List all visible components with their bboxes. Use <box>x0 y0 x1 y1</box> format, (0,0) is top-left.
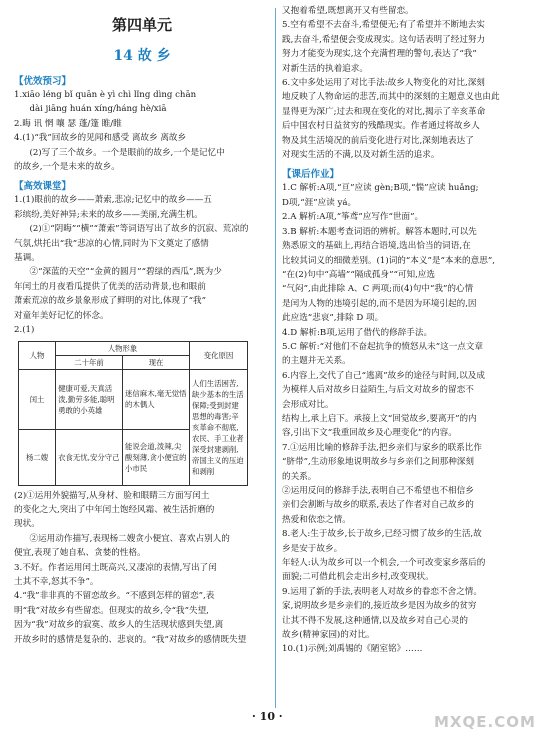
answer-line: dài jiāng huán xíng/háng hè/xiā <box>29 104 167 115</box>
answer-line: 开故乡时的感情是复杂的、悲哀的。“我”对故乡的感情既失望 <box>14 634 247 645</box>
answer-line: 9.运用了新的手法,表明老人对故乡的眷恋不舍之情。 <box>282 586 482 597</box>
answer-line: ②“深蓝的天空”“金黄的圆月”“碧绿的西瓜”,既为少 <box>29 267 222 278</box>
section-heading-homework: 【课后作业】 <box>282 169 340 181</box>
answer-line: 彩缤纷,美好神异;未来的故乡——美丽,充满生机。 <box>14 209 203 220</box>
answer-line: 气氛,烘托出“我”悲凉的心情,同时为下文奠定了感情 <box>14 238 209 249</box>
answer-line: 对新生活的执着追求。 <box>282 63 368 74</box>
answer-line: 8.老人:生于故乡,长于故乡,已经习惯了故乡的生活,故 <box>282 529 482 540</box>
answer-line: 的变化之大,突出了中年闰土饱经风霜、被生活折磨的 <box>14 504 215 515</box>
answer-line: (2)写了三个故乡。一个是眼前的故乡,一个是记忆中 <box>29 147 225 158</box>
answer-line: 1.C 解析:A项,“亘”应读 gèn;B项,“惴”应读 huǎng; <box>282 183 479 194</box>
table-cell: 衣食无忧,安分守己 <box>56 429 123 485</box>
answer-line: 5.空有希望不去奋斗,希望便无;有了希望并不断地去实 <box>282 20 485 31</box>
answer-line: 此应选“悲哀”,排除 D 项。 <box>282 313 384 324</box>
table-cell-cause: 人们生活困苦,缺少基本的生活保障;受到封建思想的毒害;辛亥革命不彻底,农民、手工业者深受封建剥削,帝国主义的压迫和剥削 <box>189 369 247 485</box>
table-cell-name: 杨二嫂 <box>19 429 56 485</box>
answer-line: 乡是安于故乡。 <box>282 543 343 554</box>
answer-line: ②运用反问的修辞手法,表明自己不希望也不相信乡 <box>282 486 474 496</box>
answer-line: 践,去奋斗,希望便会变成现实。这句话表明了经过努力 <box>282 34 486 45</box>
table-header-now: 现在 <box>123 355 190 369</box>
answer-line: 容,引出下文“我重回故乡及心理变化”的内容。 <box>282 428 457 439</box>
answer-line: “脐带”,生动形象地说明故乡与乡亲们之间那种深刻 <box>282 457 474 468</box>
table-header-past: 二十年前 <box>56 355 123 369</box>
table-cell: 能说会道,泼辣,尖酸刻薄,贪小便宜的小市民 <box>123 429 190 485</box>
answer-line: 基调。 <box>14 253 40 264</box>
section-heading-classroom: 【高效课堂】 <box>14 181 72 193</box>
answer-line: 物及其生活境况的前后变化进行对比,深刻地表达了 <box>282 135 474 146</box>
answer-line: 热爱和依恋之情。 <box>282 514 351 525</box>
table-cell: 迷信麻木,毫无觉悟的木偶人 <box>123 369 190 429</box>
answer-line: 年轻人:认为故乡可以一个机会,一个可改变家乡落后的 <box>282 558 486 569</box>
answer-line: 后中国农村日益贫穷的残酷现实。作者通过将故乡人 <box>282 121 480 132</box>
answer-line: 明“我”对故乡有些留恋。但现实的故乡,令“我”失望, <box>14 605 209 616</box>
answer-line: 2.晦 讯 惘 嚷 瑟 蓬/篷 睢/睢 <box>14 118 122 129</box>
answer-line: 的关系。 <box>282 471 317 482</box>
answer-line: 让其不得不发展,这种通情,以及故乡对自己心灵的 <box>282 615 468 626</box>
answer-line: 3.不好。作者运用闰土既高兴,又凄凉的表情,写出了闰 <box>14 562 217 573</box>
answer-line: 5.C 解析:“对他们不奋起抗争的愤怒从未”这一点文章 <box>282 341 484 352</box>
answer-line: 6.内容上,交代了自己“逃离”故乡的途径与时间,以及成 <box>282 370 485 381</box>
answer-line: 年闰土的月夜看瓜提供了优美的活动背景,也和眼前 <box>14 281 206 292</box>
answer-line: 地反映了人物命运的悲苦,而其中的深刻的主题意义也由此 <box>282 92 500 103</box>
unit-title: 第四单元 <box>111 16 172 34</box>
answer-line: 萧索荒凉的故乡景象形成了鲜明的对比,体现了“我” <box>14 296 206 307</box>
answer-line: 亲们会割断与故乡的联系,表达了作者对自己故乡的 <box>282 500 474 511</box>
answer-line: 的故乡,一个是未来的故乡。 <box>14 162 120 173</box>
answer-line: “气闷”,由此排除 A、C 两项;而(4)句中“我”的心情 <box>282 284 474 295</box>
answer-line: 故乡(精神家园)的对比。 <box>282 630 375 641</box>
answer-line: 4.(1)“我”回故乡的见闻和感受 离故乡 离故乡 <box>14 133 187 144</box>
section-heading-preview: 【优效预习】 <box>14 76 72 87</box>
answer-line: 土其不幸,怒其不争”。 <box>14 576 99 587</box>
answer-line: 比较其词义的细微差别。(1)词的“本义”是“本来的意思”, <box>282 255 495 266</box>
answer-line: 10.(1)示例;刘禹锡的《陋室铭》…… <box>282 644 423 655</box>
answer-line: 显得更为深广;过去和现在变化的对比,揭示了辛亥革命 <box>282 106 486 117</box>
column-divider <box>275 8 276 708</box>
answer-line: 又抱着希望,既想离开又有些留恋。 <box>282 6 414 16</box>
answer-line: ②运用动作描写,表现杨二嫂贪小便宜、喜欢占别人的 <box>29 533 230 544</box>
answer-line: 会形成对比。 <box>282 399 334 410</box>
answer-line: 的主题并无关系。 <box>282 356 351 367</box>
answer-line: 2.(1) <box>14 325 35 336</box>
answer-line: 便宜,表现了她自私、贪婪的性格。 <box>14 548 146 559</box>
right-column <box>282 0 534 657</box>
answer-line: 结构上,承上启下。承接上文“回觉故乡,要离开”的内 <box>282 413 477 424</box>
lesson-title: 14 故 乡 <box>113 48 171 64</box>
answer-line: 4.“我”非非真的不留恋故乡。“不感到怎样的留恋”,表 <box>14 591 215 602</box>
page-number: · 10 · <box>252 710 283 723</box>
table-cell: 健康可爱,天真活泼,勤劳多能,聪明勇敢的小英雄 <box>56 369 123 429</box>
answer-line: 现状。 <box>14 519 40 530</box>
answer-line: 是闰为人物的违境引起的,而不是因为环境引起的,因 <box>282 298 477 309</box>
table-header-cause: 变化原因 <box>189 341 247 369</box>
answer-line: 家,说明故乡是乡亲们的,接近故乡是因为故乡的贫穷 <box>282 601 477 612</box>
answer-line: 对童年美好记忆的怀念。 <box>14 310 109 321</box>
answer-line: 1.xiāo léng bǐ quān è yì chì lǐng dìng chān <box>14 90 197 100</box>
answer-line: 因为“我”对故乡的寂寞、故乡人的生活现状感到失望,离 <box>14 620 224 631</box>
answer-line: “在(2)句中“高墙”“隔成孤身”“可知,应选 <box>282 269 435 280</box>
answer-line: D项,“涯”应读 yá。 <box>282 197 357 208</box>
table-header-person: 人物 <box>19 341 56 369</box>
answer-line: (2)①“阴晦”“横”“萧索”等词语写出了故乡的沉寂、荒凉的 <box>29 224 249 235</box>
answer-line: 为模样人后对故乡日益陌生,与后文对故乡的留恋不 <box>282 385 474 396</box>
answer-line: 4.D 解析:B项,运用了借代的修辞手法。 <box>282 327 433 338</box>
answer-line: 对现实生活的不满,以及对新生活的追求。 <box>282 150 440 161</box>
watermark-logo: MXQE.COM <box>434 713 536 731</box>
left-column <box>14 0 270 647</box>
answer-line: 熟悉原文的基础上,再结合语境,选出恰当的词语,在 <box>282 241 471 252</box>
answer-line: 努力才能变为现实,这个充满哲理的警句,表达了“我” <box>282 49 477 60</box>
answer-line: 2.A 解析:A项,“筝鸢”应写作“世面”。 <box>282 212 424 223</box>
answer-line: 7.①运用比喻的修辞手法,把乡亲们与家乡的联系比作 <box>282 442 482 453</box>
answer-line: 6.文中多处运用了对比手法:故乡人物变化的对比,深刻 <box>282 78 485 89</box>
answer-line: (2)①运用外貌描写,从身材、脸和眼睛三方面写闰土 <box>14 490 210 501</box>
answer-line: 面貌;二可借此机会走出乡村,改变现状。 <box>282 572 434 583</box>
answer-line: 3.B 解析:本题考查词语的辨析。解答本题时,可以先 <box>282 226 477 237</box>
answer-line: 1.(1)眼前的故乡——萧索,悲凉;记忆中的故乡——五 <box>14 195 212 206</box>
table-header-image: 人物形象 <box>56 341 190 355</box>
table-cell-name: 闰土 <box>19 369 56 429</box>
character-table <box>18 341 248 486</box>
